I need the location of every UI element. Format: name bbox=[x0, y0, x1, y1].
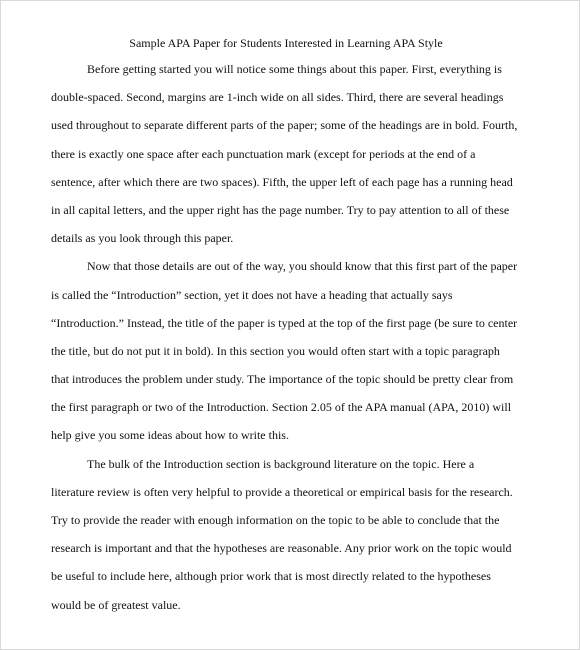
text-line: sentence, after which there are two spaces). Fifth, the upper left of each page has a running head bbox=[51, 174, 513, 189]
text-line: details as you look through this paper. bbox=[51, 231, 234, 246]
text-line: literature review is often very helpful to provide a theoretical or empirical basis for the research. bbox=[51, 484, 513, 499]
text-line: would be of greatest value. bbox=[51, 597, 181, 612]
text-line: The bulk of the Introduction section is background literature on the topic. Here a bbox=[87, 456, 475, 471]
text-line: used throughout to separate different parts of the paper; some of the headings are in bold. Fourth, bbox=[51, 118, 518, 133]
text-line: Before getting started you will notice some things about this paper. First, everything is bbox=[87, 62, 502, 76]
text-line: the first paragraph or two of the Introduction. Section 2.05 of the APA manual (APA, 2010) will bbox=[51, 400, 512, 415]
text-line: research is important and that the hypotheses are reasonable. Any prior work on the topic would bbox=[51, 541, 512, 556]
text-line: is called the “Introduction” section, yet it does not have a heading that actually says bbox=[51, 287, 453, 302]
paragraph-3 bbox=[51, 455, 521, 624]
text-line: Now that those details are out of the way, you should know that this first part of the paper bbox=[87, 259, 518, 274]
document-body bbox=[51, 34, 521, 624]
text-line: be useful to include here, although prior work that is most directly related to the hypotheses bbox=[51, 569, 491, 584]
text-line: the title, but do not put it in bold). In this section you would often start with a topic paragraph bbox=[51, 343, 500, 358]
text-line: in all capital letters, and the upper right has the page number. Try to pay attention to all of these bbox=[51, 202, 510, 217]
paragraph-2 bbox=[51, 257, 521, 454]
text-line: help give you some ideas about how to write this. bbox=[51, 428, 289, 443]
text-line: Try to provide the reader with enough information on the topic to be able to conclude that the bbox=[51, 513, 500, 527]
page-title: Sample APA Paper for Students Interested in Learning APA Style bbox=[129, 36, 443, 50]
paragraph-1 bbox=[51, 60, 521, 257]
text-line: “Introduction.” Instead, the title of the paper is typed at the top of the first page (be sure to center bbox=[51, 315, 518, 330]
text-line: there is exactly one space after each punctuation mark (except for periods at the end of a bbox=[51, 146, 476, 161]
text-line: that introduces the problem under study. The importance of the topic should be pretty clear from bbox=[51, 372, 514, 387]
text-line: double-spaced. Second, margins are 1-inch wide on all sides. Third, there are several headings bbox=[51, 90, 504, 105]
